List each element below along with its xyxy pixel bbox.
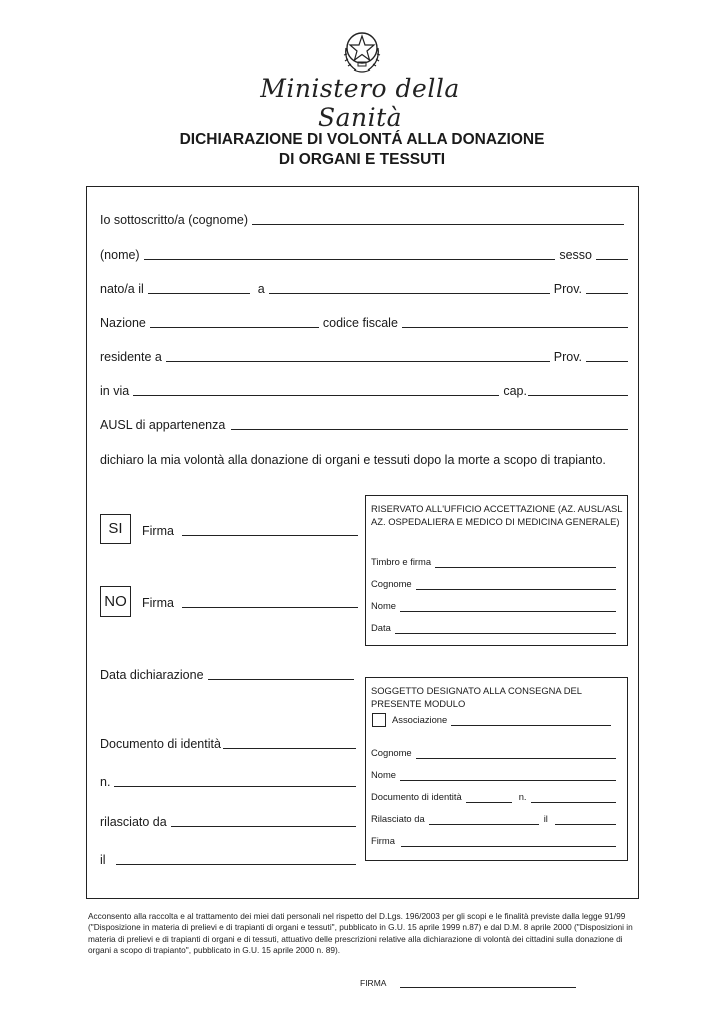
il-field[interactable] — [116, 864, 356, 865]
associazione-field[interactable] — [451, 725, 611, 726]
designee-cognome-label: Cognome — [371, 747, 412, 758]
row-ausl — [100, 416, 628, 432]
designee-nome-label: Nome — [371, 769, 397, 780]
row-designee-nome — [371, 770, 619, 782]
associazione-checkbox[interactable] — [372, 713, 386, 727]
row-documento — [100, 735, 356, 751]
designee-firma-field[interactable] — [401, 846, 616, 847]
codice-fiscale-field[interactable] — [402, 327, 628, 328]
designee-documento-label: Documento di identità — [371, 791, 462, 802]
luogo-nascita-field[interactable] — [269, 293, 550, 294]
a-label: a — [257, 282, 265, 296]
row-il — [100, 851, 356, 867]
prov-residenza-field[interactable] — [586, 361, 628, 362]
firma-si-label: Firma — [142, 524, 174, 538]
numero-field[interactable] — [114, 786, 356, 787]
row-firma-si — [142, 522, 358, 538]
firma-no-field[interactable] — [182, 607, 358, 608]
nato-label: nato/a il — [100, 282, 144, 296]
cap-label: cap. — [503, 384, 527, 398]
row-nascita — [100, 280, 628, 296]
rilasciato-field[interactable] — [171, 826, 356, 827]
row-via — [100, 382, 628, 398]
form-title-line1: DICHIARAZIONE DI VOLONTÁ ALLA DONAZIONE — [179, 131, 545, 148]
row-rilasciato — [100, 813, 356, 829]
sesso-field[interactable] — [596, 259, 628, 260]
prov-nascita-field[interactable] — [586, 293, 628, 294]
row-office-cognome — [371, 579, 619, 591]
designee-firma-label: Firma — [371, 835, 395, 846]
office-cognome-label: Cognome — [371, 578, 412, 589]
office-reserved-box — [365, 495, 628, 646]
row-associazione — [392, 715, 614, 727]
no-checkbox[interactable]: NO — [100, 586, 131, 617]
numero-label: n. — [100, 775, 111, 789]
nazione-label: Nazione — [100, 316, 146, 330]
row-numero — [100, 773, 356, 789]
row-firma-footer — [360, 978, 580, 990]
firma-footer-label: FIRMA — [360, 978, 387, 988]
residente-label: residente a — [100, 350, 162, 364]
privacy-consent-text: Acconsento alla raccolta e al trattamento dei miei dati personali nel rispetto del D.Lgs. 196/2003 per gli scopi e le finalità previste dalla legge 91/99 ("Disposizione in materia di prelievi e di trapianti di organi e tessuti", pubblicato in G.U. 15 aprile 1999 n.87) e dal D.M. 8 aprile 2000 ("Disposizioni in materia di prelievi e di trapianti di organi e di tessuti, attuativo delle prescrizioni relative alla dichiarazione di volontà dei cittadini sulla donazione di organi a scopo di trapianto", pubblicato in G.U. 15 aprile 2000 n. 89). — [88, 911, 633, 956]
designee-documento-field[interactable] — [466, 802, 512, 803]
data-dichiarazione-field[interactable] — [208, 679, 354, 680]
row-designee-firma — [371, 836, 619, 848]
si-checkbox[interactable]: SI — [100, 514, 131, 544]
designee-il-label: il — [543, 813, 548, 824]
office-box-heading: RISERVATO ALL'UFFICIO ACCETTAZIONE (AZ. AUSL/ASL AZ. OSPEDALIERA E MEDICO DI MEDICINA GENERALE) — [371, 503, 623, 527]
cognome-field[interactable] — [252, 224, 624, 225]
documento-label: Documento di identità — [100, 737, 221, 751]
rilasciato-label: rilasciato da — [100, 815, 167, 829]
designee-cognome-field[interactable] — [416, 758, 616, 759]
designee-rilasciato-label: Rilasciato da — [371, 813, 425, 824]
via-label: in via — [100, 384, 130, 398]
designee-numero-label: n. — [518, 791, 527, 802]
firma-si-field[interactable] — [182, 535, 358, 536]
cognome-label: Io sottoscritto/a (cognome) — [100, 213, 248, 227]
row-designee-documento — [371, 792, 619, 804]
declaration-text: dichiaro la mia volontà alla donazione di organi e tessuti dopo la morte a scopo di trapianto. — [100, 453, 606, 467]
documento-field[interactable] — [223, 748, 356, 749]
ausl-field[interactable] — [231, 429, 628, 430]
firma-no-label: Firma — [142, 596, 174, 610]
designee-numero-field[interactable] — [531, 802, 616, 803]
row-cognome — [100, 211, 628, 227]
row-residenza — [100, 348, 628, 364]
row-nome — [100, 246, 628, 262]
cap-field[interactable] — [528, 395, 628, 396]
designee-il-field[interactable] — [555, 824, 616, 825]
row-firma-no — [142, 594, 358, 610]
row-timbro — [371, 557, 619, 569]
il-label: il — [100, 853, 106, 867]
prov-residenza-label: Prov. — [553, 350, 582, 364]
italian-republic-emblem-icon — [338, 26, 386, 76]
designee-box-heading: SOGGETTO DESIGNATO ALLA CONSEGNA DEL PRESENTE MODULO — [371, 685, 582, 709]
office-nome-field[interactable] — [400, 611, 616, 612]
timbro-label: Timbro e firma — [371, 556, 432, 567]
codice-fiscale-label: codice fiscale — [322, 316, 398, 330]
sesso-label: sesso — [559, 248, 592, 262]
row-designee-cognome — [371, 748, 619, 760]
office-nome-label: Nome — [371, 600, 397, 611]
data-nascita-field[interactable] — [148, 293, 250, 294]
form-title-line2: DI ORGANI E TESSUTI — [278, 151, 446, 168]
ministry-name: Ministero della Sanità — [260, 74, 460, 132]
row-designee-rilasciato — [371, 814, 619, 826]
designee-box — [365, 677, 628, 861]
timbro-field[interactable] — [435, 567, 616, 568]
firma-footer-field[interactable] — [400, 987, 576, 988]
office-data-field[interactable] — [395, 633, 616, 634]
associazione-label: Associazione — [392, 714, 448, 725]
row-data-dichiarazione — [100, 666, 354, 682]
data-dichiarazione-label: Data dichiarazione — [100, 668, 204, 682]
residente-field[interactable] — [166, 361, 550, 362]
office-cognome-field[interactable] — [416, 589, 616, 590]
row-office-nome — [371, 601, 619, 613]
row-nazione — [100, 314, 628, 330]
ausl-label: AUSL di appartenenza — [100, 418, 226, 432]
nazione-field[interactable] — [150, 327, 319, 328]
prov-label: Prov. — [553, 282, 582, 296]
office-data-label: Data — [371, 622, 391, 633]
designee-rilasciato-field[interactable] — [429, 824, 539, 825]
nome-label: (nome) — [100, 248, 140, 262]
row-office-data — [371, 623, 619, 635]
nome-field[interactable] — [144, 259, 556, 260]
via-field[interactable] — [133, 395, 499, 396]
designee-nome-field[interactable] — [400, 780, 616, 781]
